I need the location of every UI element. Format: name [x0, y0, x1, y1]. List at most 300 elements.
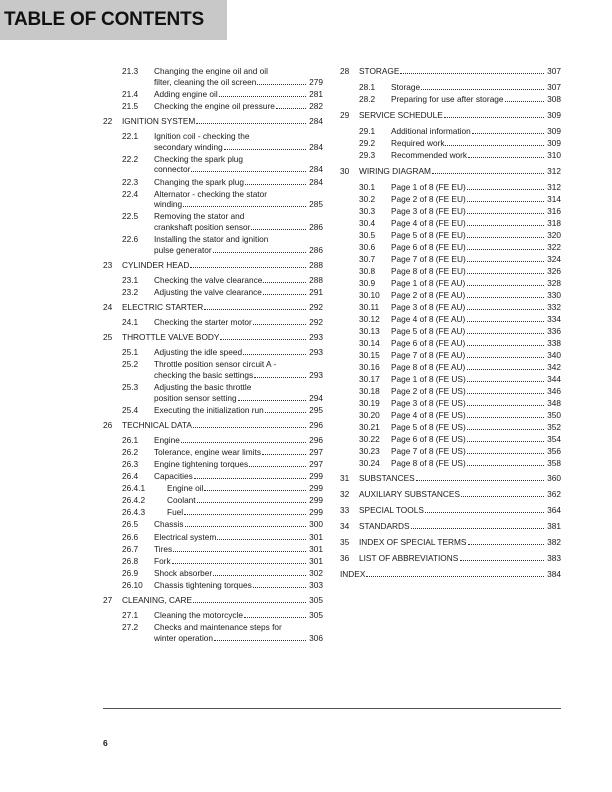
toc-entry-number: 26.4 [122, 471, 139, 481]
toc-entry-title: pulse generator [154, 244, 212, 255]
toc-entry[interactable] [340, 410, 561, 421]
toc-leader-dots [467, 446, 544, 454]
toc-page-number: 293 [309, 332, 323, 342]
toc-page-number: 288 [309, 274, 323, 285]
toc-entry-title: Page 4 of 8 (FE AU) [391, 313, 466, 324]
toc-entry[interactable] [340, 94, 561, 105]
toc-page-number: 284 [309, 115, 323, 126]
toc-entry-number: 30.3 [359, 205, 376, 216]
toc-entry-number: 29.2 [359, 137, 376, 148]
toc-entry-number: 26.6 [122, 531, 139, 542]
toc-entry[interactable] [340, 230, 561, 241]
page-number: 6 [103, 738, 108, 748]
toc-entry[interactable] [340, 374, 561, 385]
toc-entry-title: Page 2 of 8 (FE EU) [391, 193, 466, 204]
toc-entry-title: Page 1 of 8 (FE EU) [391, 181, 466, 192]
toc-entry[interactable] [340, 182, 561, 193]
toc-entry-number: 26.10 [122, 579, 143, 590]
toc-entry-title: Chassis tightening torques [154, 579, 252, 590]
toc-page-number: 352 [547, 421, 561, 432]
toc-page-number: 383 [547, 552, 561, 563]
toc-entry-number: 22.5 [122, 211, 139, 222]
toc-page-number: 346 [547, 385, 561, 396]
toc-entry-number: 22.3 [122, 176, 139, 187]
toc-entry-title: Cleaning the motorcycle [154, 609, 244, 620]
toc-entry-number: 30.21 [359, 421, 380, 432]
toc-entry-number: 30.19 [359, 397, 380, 408]
toc-entry-title: winding [154, 199, 183, 210]
toc-entry[interactable] [340, 505, 561, 516]
toc-page-number: 338 [547, 337, 561, 348]
toc-entry-number: 23.2 [122, 287, 139, 297]
toc-entry-title: checking the basic settings [154, 369, 254, 380]
toc-page-number: 348 [547, 397, 561, 408]
toc-entry-title: Engine [154, 434, 180, 445]
toc-leader-dots [467, 458, 544, 466]
toc-leader-dots [505, 94, 544, 102]
toc-page-number: 340 [547, 349, 561, 360]
toc-entry[interactable] [340, 338, 561, 349]
toc-page-number: 324 [547, 253, 561, 264]
toc-entry-title: winter operation [154, 632, 214, 643]
toc-entry-number: 30.12 [359, 313, 380, 324]
toc-page-number: 297 [309, 458, 323, 469]
toc-entry-title: Adjusting the basic throttle [154, 381, 252, 392]
toc-entry-title: Checks and maintenance steps for [154, 622, 282, 632]
toc-entry-title: Page 8 of 8 (FE EU) [391, 265, 466, 276]
toc-page-number: 309 [547, 137, 561, 148]
toc-entry-title: Page 8 of 8 (FE AU) [391, 361, 466, 372]
toc-page-number: 302 [309, 567, 323, 578]
toc-page-number: 300 [309, 519, 323, 530]
toc-leader-dots [467, 266, 544, 274]
toc-entry-number: 26.3 [122, 458, 139, 469]
toc-entry[interactable] [340, 326, 561, 337]
toc-entry-title: STANDARDS [359, 521, 410, 532]
toc-page-number: 309 [547, 125, 561, 136]
toc-leader-dots [467, 386, 544, 394]
toc-leader-dots [400, 66, 544, 74]
toc-leader-dots [467, 218, 544, 226]
toc-leader-dots [467, 302, 544, 310]
toc-page-number: 356 [547, 445, 561, 456]
toc-entry[interactable] [340, 553, 561, 564]
toc-page-number: 320 [547, 229, 561, 240]
toc-entry-number: 30.5 [359, 229, 376, 240]
toc-entry-number: 34 [340, 521, 350, 532]
toc-page-number: 310 [547, 149, 561, 160]
toc-entry-title: IGNITION SYSTEM [122, 115, 196, 126]
toc-page-number: 354 [547, 433, 561, 444]
toc-page-number: 305 [309, 594, 323, 605]
toc-page-number: 282 [309, 100, 323, 111]
toc-entry-number: 30 [340, 165, 350, 176]
toc-page-number: 316 [547, 205, 561, 216]
toc-entry-number: 30.11 [359, 301, 380, 312]
toc-leader-dots [416, 473, 544, 481]
toc-leader-dots [468, 150, 544, 158]
toc-page-number: 307 [547, 66, 561, 76]
toc-page-number: 285 [309, 199, 323, 210]
toc-entry-title: CYLINDER HEAD [122, 259, 190, 270]
toc-page-number: 299 [309, 495, 323, 506]
toc-entry-title: Tires [154, 543, 173, 554]
toc-leader-dots [467, 362, 544, 370]
toc-entry-title: Page 4 of 8 (FE EU) [391, 217, 466, 228]
toc-entry-number: 26.4.2 [122, 495, 146, 506]
toc-entry-number: 28.2 [359, 93, 376, 104]
toc-entry-number: 22 [103, 115, 113, 126]
toc-page-number: 284 [309, 141, 323, 152]
toc-leader-dots [366, 569, 544, 577]
toc-page-number: 292 [309, 317, 323, 327]
toc-entry[interactable] [340, 398, 561, 409]
toc-page-number: 336 [547, 325, 561, 336]
toc-entry-number: 21.4 [122, 88, 139, 99]
toc-entry-number: 31 [340, 473, 350, 484]
toc-page-number: 318 [547, 217, 561, 228]
toc-page-number: 342 [547, 361, 561, 372]
toc-entry-number: 28.1 [359, 81, 376, 92]
toc-page-number: 381 [547, 521, 561, 532]
toc-entry-number: 22.1 [122, 130, 139, 141]
toc-entry-title: INDEX OF SPECIAL TERMS [359, 537, 467, 547]
toc-entry-number: 30.8 [359, 265, 376, 276]
toc-leader-dots [467, 230, 544, 238]
toc-page-number: 312 [547, 181, 561, 192]
toc-leader-dots [425, 505, 544, 513]
toc-entry[interactable] [340, 537, 561, 548]
toc-entry[interactable] [340, 138, 561, 149]
toc-page-number: 281 [309, 88, 323, 99]
toc-entry-title: Page 3 of 8 (FE AU) [391, 301, 466, 312]
toc-entry[interactable] [340, 266, 561, 277]
toc-entry-number: 30.17 [359, 373, 380, 384]
toc-page-number: 294 [309, 392, 323, 403]
toc-entry-title: Capacities [154, 471, 193, 481]
toc-page-number: 291 [309, 287, 323, 297]
toc-entry-title: LIST OF ABBREVIATIONS [359, 552, 459, 563]
toc-leader-dots [467, 182, 544, 190]
toc-entry-title: Required work [391, 137, 445, 148]
toc-entry-number: 22.2 [122, 153, 139, 164]
toc-leader-dots [467, 374, 544, 382]
toc-page-number: 286 [309, 222, 323, 233]
toc-leader-dots [411, 521, 544, 529]
toc-entry-title: position sensor setting [154, 392, 237, 403]
toc-entry-title: Page 6 of 8 (FE US) [391, 433, 466, 444]
toc-entry-title: STORAGE [359, 66, 400, 76]
toc-entry-number: 28 [340, 66, 350, 76]
toc-page-number: 296 [309, 419, 323, 430]
toc-entry[interactable] [340, 434, 561, 445]
toc-entry-number: 21.3 [122, 66, 139, 76]
toc-page-number: 362 [547, 489, 561, 500]
toc-entry-number: 30.20 [359, 409, 380, 420]
toc-entry[interactable] [340, 350, 561, 361]
toc-entry-number: 33 [340, 505, 350, 516]
toc-entry-title: Page 2 of 8 (FE AU) [391, 289, 466, 300]
toc-page-number: 284 [309, 176, 323, 187]
toc-entry[interactable] [340, 473, 561, 484]
toc-entry[interactable] [340, 489, 561, 500]
toc-page-number: 299 [309, 483, 323, 494]
toc-entry-title: Changing the spark plug [154, 176, 244, 187]
toc-entry[interactable] [340, 314, 561, 325]
toc-entry-number: 29.3 [359, 149, 376, 160]
toc-entry-title: SUBSTANCES [359, 473, 415, 484]
toc-page-number: 312 [547, 165, 561, 176]
toc-entry-number: 35 [340, 537, 350, 547]
toc-leader-dots [461, 489, 544, 497]
toc-entry-number: 25.2 [122, 359, 139, 370]
toc-page-number: 330 [547, 289, 561, 300]
toc-entry-number: 27 [103, 594, 113, 605]
toc-entry-title: Checking the spark plug [154, 153, 244, 164]
toc-entry-title: WIRING DIAGRAM [359, 165, 431, 176]
toc-entry-title: Storage [391, 81, 421, 92]
toc-entry-title: ELECTRIC STARTER [122, 302, 204, 312]
toc-leader-dots [467, 194, 544, 202]
toc-entry-number: 25.1 [122, 347, 139, 357]
toc-page-number: 322 [547, 241, 561, 252]
toc-entry-title: secondary winding [154, 141, 223, 152]
toc-page-number: 334 [547, 313, 561, 324]
toc-entry[interactable] [340, 422, 561, 433]
toc-entry-number: 25.4 [122, 404, 139, 415]
toc-page-number: 307 [547, 81, 561, 92]
toc-leader-dots [467, 410, 544, 418]
toc-entry-title: Adjusting the idle speed [154, 347, 243, 357]
toc-leader-dots [432, 166, 544, 174]
page-title: TABLE OF CONTENTS [4, 9, 204, 30]
toc-page-number: 344 [547, 373, 561, 384]
toc-entry-title: Page 4 of 8 (FE US) [391, 409, 466, 420]
toc-entry-number: 21.5 [122, 100, 139, 111]
toc-page-number: 328 [547, 277, 561, 288]
toc-page-number: 301 [309, 531, 323, 542]
toc-entry-title: Removing the stator and [154, 211, 245, 222]
toc-entry-title: filter, cleaning the oil screen [154, 76, 257, 87]
toc-page-number: 299 [309, 471, 323, 481]
toc-entry-number: 30.13 [359, 325, 380, 336]
toc-entry[interactable] [340, 218, 561, 229]
toc-leader-dots [467, 290, 544, 298]
toc-entry-number: 26.9 [122, 567, 139, 578]
toc-entry-number: 22.4 [122, 188, 139, 199]
toc-entry[interactable] [340, 82, 561, 93]
toc-entry-title: Page 5 of 8 (FE US) [391, 421, 466, 432]
toc-entry-number: 30.23 [359, 445, 380, 456]
toc-entry-title: Recommended work [391, 149, 468, 160]
toc-entry-title: CLEANING, CARE [122, 594, 193, 605]
toc-entry-title: Fuel [167, 507, 184, 518]
toc-page-number: 293 [309, 369, 323, 380]
toc-entry-title: Changing the engine oil and oil [154, 66, 268, 76]
toc-entry-number: 23 [103, 259, 113, 270]
toc-entry[interactable] [340, 446, 561, 457]
toc-entry-title: Page 1 of 8 (FE US) [391, 373, 466, 384]
footer-divider [103, 708, 561, 709]
toc-entry-number: 30.24 [359, 457, 380, 468]
toc-entry-title: Page 6 of 8 (FE AU) [391, 337, 466, 348]
toc-page-number: 295 [309, 404, 323, 415]
toc-entry[interactable] [340, 150, 561, 161]
toc-entry-title: Engine oil [167, 483, 204, 494]
toc-entry-title: Alternator - checking the stator [154, 188, 267, 199]
toc-entry-title: Adding engine oil [154, 88, 218, 99]
toc-entry-number: 25 [103, 332, 113, 342]
toc-page-number: 293 [309, 347, 323, 357]
toc-entry-title: Electrical system [154, 531, 217, 542]
toc-page-number: 301 [309, 555, 323, 566]
toc-entry-number: 30.14 [359, 337, 380, 348]
toc-leader-dots [421, 82, 544, 90]
toc-page-number: 288 [309, 259, 323, 270]
toc-leader-dots [444, 110, 544, 118]
toc-entry-title: Preparing for use after storage [391, 93, 504, 104]
toc-entry-title: Installing the stator and ignition [154, 234, 269, 245]
toc-entry-title: Page 2 of 8 (FE US) [391, 385, 466, 396]
toc-leader-dots [467, 398, 544, 406]
toc-entry-title: Page 7 of 8 (FE US) [391, 445, 466, 456]
toc-page-number: 297 [309, 446, 323, 457]
toc-entry-title: Page 3 of 8 (FE US) [391, 397, 466, 408]
toc-entry-number: 30.9 [359, 277, 376, 288]
toc-entry[interactable] [340, 242, 561, 253]
toc-leader-dots [445, 138, 544, 146]
toc-page-number: 305 [309, 609, 323, 620]
toc-leader-dots [460, 553, 544, 561]
toc-entry-title: THROTTLE VALVE BODY [122, 332, 220, 342]
toc-entry-title: AUXILIARY SUBSTANCES [359, 489, 460, 500]
toc-entry[interactable] [340, 362, 561, 373]
toc-entry-title: Page 6 of 8 (FE EU) [391, 241, 466, 252]
toc-entry-number: 30.1 [359, 181, 376, 192]
toc-entry-number: 30.10 [359, 289, 380, 300]
toc-leader-dots [467, 422, 544, 430]
toc-entry-title: Adjusting the valve clearance [154, 287, 262, 297]
toc-entry-title: TECHNICAL DATA [122, 419, 192, 430]
toc-entry-number: 30.7 [359, 253, 376, 264]
toc-entry[interactable] [340, 110, 561, 121]
toc-entry-number: 30.4 [359, 217, 376, 228]
toc-entry-number: 30.15 [359, 349, 380, 360]
toc-entry[interactable] [340, 254, 561, 265]
toc-entry-title: Tolerance, engine wear limits [154, 446, 261, 457]
toc-page-number: 299 [309, 507, 323, 518]
toc-entry[interactable] [340, 278, 561, 289]
toc-page-number: 382 [547, 537, 561, 547]
toc-page-number: 296 [309, 434, 323, 445]
toc-entry-title: Page 7 of 8 (FE AU) [391, 349, 466, 360]
toc-entry-title: Ignition coil - checking the [154, 130, 250, 141]
toc-entry[interactable] [340, 386, 561, 397]
toc-page-number: 350 [547, 409, 561, 420]
toc-entry-number: 26.4.1 [122, 483, 146, 494]
toc-entry-title: Chassis [154, 519, 184, 530]
toc-entry[interactable] [340, 126, 561, 137]
toc-entry-title: Shock absorber [154, 567, 213, 578]
toc-entry-number: 26.2 [122, 446, 139, 457]
toc-leader-dots [467, 434, 544, 442]
toc-leader-dots [472, 126, 544, 134]
toc-entry-number: 30.2 [359, 193, 376, 204]
toc-page-number: 314 [547, 193, 561, 204]
toc-leader-dots [468, 537, 544, 545]
toc-entry-number: 22.6 [122, 234, 139, 245]
toc-entry[interactable] [340, 569, 561, 580]
toc-entry-title: Checking the starter motor [154, 317, 252, 327]
toc-page-number: 279 [309, 76, 323, 87]
toc-page-number: 364 [547, 505, 561, 516]
toc-page-number: 326 [547, 265, 561, 276]
toc-entry-number: 32 [340, 489, 350, 500]
toc-entry-number: 30.18 [359, 385, 380, 396]
toc-page-number: 286 [309, 244, 323, 255]
toc-leader-dots [467, 350, 544, 358]
toc-entry-title: SPECIAL TOOLS [359, 505, 424, 516]
toc-entry-title: Fork [154, 555, 171, 566]
toc-page-number: 360 [547, 473, 561, 484]
toc-leader-dots [467, 254, 544, 262]
toc-entry-number: 29 [340, 109, 350, 120]
toc-entry-title: Page 8 of 8 (FE US) [391, 457, 466, 468]
toc-entry-number: 24.1 [122, 317, 139, 327]
toc-entry-number: 27.1 [122, 609, 139, 620]
toc-entry-title: Engine tightening torques [154, 458, 249, 469]
toc-entry-number: 26 [103, 419, 113, 430]
toc-entry-title: Page 7 of 8 (FE EU) [391, 253, 466, 264]
toc-entry[interactable] [340, 166, 561, 177]
toc-entry[interactable] [340, 521, 561, 532]
toc-entry[interactable] [340, 194, 561, 205]
toc-page-number: 303 [309, 579, 323, 590]
toc-entry-title: Page 3 of 8 (FE EU) [391, 205, 466, 216]
toc-entry[interactable] [340, 66, 561, 77]
toc-entry-number: 26.8 [122, 555, 139, 566]
toc-entry[interactable] [340, 290, 561, 301]
toc-entry[interactable] [340, 302, 561, 313]
toc-entry-title: Page 1 of 8 (FE AU) [391, 277, 466, 288]
toc-leader-dots [467, 338, 544, 346]
toc-entry-title: Page 5 of 8 (FE AU) [391, 325, 466, 336]
toc-entry-number: 24 [103, 302, 113, 312]
toc-entry-number: 30.22 [359, 433, 380, 444]
toc-page-number: 308 [547, 93, 561, 104]
toc-entry-title: crankshaft position sensor [154, 222, 251, 233]
toc-leader-dots [467, 206, 544, 214]
toc-page-number: 306 [309, 632, 323, 643]
toc-leader-dots [467, 242, 544, 250]
toc-entry-number: 30.6 [359, 241, 376, 252]
toc-entry-number: 27.2 [122, 622, 139, 632]
toc-entry-title: connector [154, 164, 191, 175]
toc-entry-number: 26.5 [122, 519, 139, 530]
toc-entry-title: Additional information [391, 125, 471, 136]
toc-leader-dots [467, 326, 544, 334]
toc-entry[interactable] [340, 206, 561, 217]
toc-leader-dots [467, 278, 544, 286]
toc-entry[interactable] [340, 458, 561, 469]
toc-page-number: 292 [309, 302, 323, 312]
toc-page-number: 309 [547, 109, 561, 120]
toc-page-number: 301 [309, 543, 323, 554]
toc-entry-title: Checking the engine oil pressure [154, 100, 275, 111]
toc-entry-title: Checking the valve clearance [154, 274, 263, 285]
toc-page-number: 284 [309, 164, 323, 175]
toc-entry-number: 30.16 [359, 361, 380, 372]
